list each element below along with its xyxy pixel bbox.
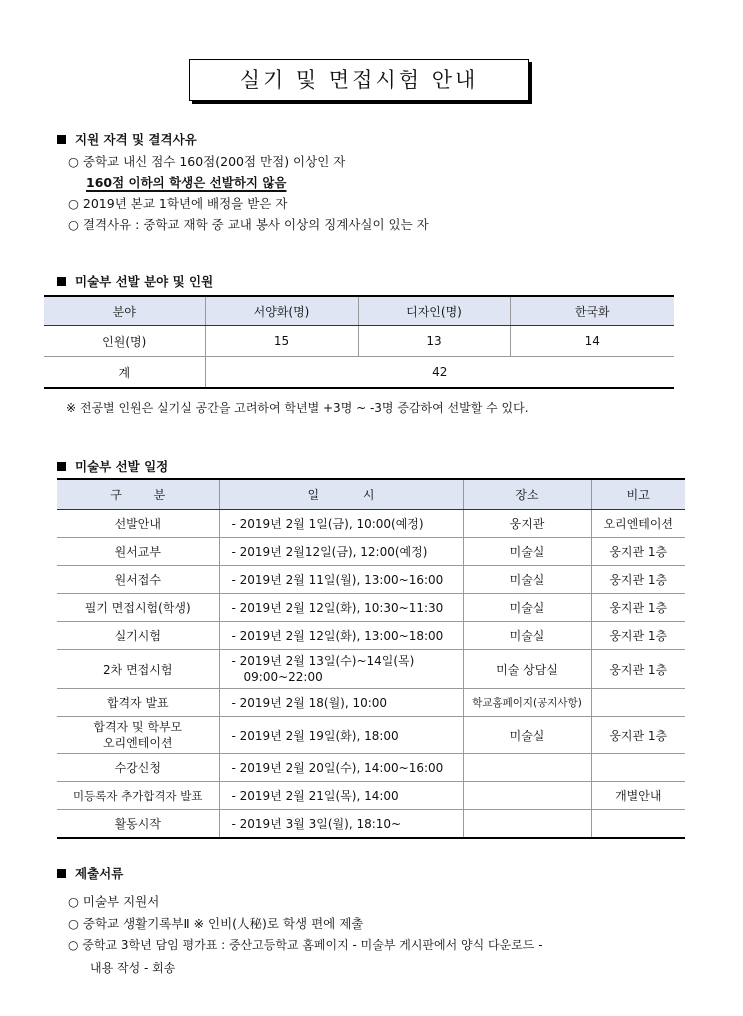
schedule-note: 개별안내	[591, 782, 685, 810]
section-heading-documents	[57, 864, 123, 882]
square-bullet-icon	[57, 277, 66, 286]
schedule-row	[57, 594, 685, 622]
schedule-note	[591, 754, 685, 782]
quota-header: 분야	[44, 296, 205, 326]
document-item: ○ 중학교 생활기록부Ⅱ ※ 인비(人秘)로 학생 편에 제출	[68, 916, 364, 931]
document-item-continued: 내용 작성 - 회송	[90, 961, 176, 975]
schedule-datetime: - 2019년 2월 20일(수), 14:00~16:00	[219, 754, 463, 782]
schedule-place: 미술실	[463, 594, 591, 622]
square-bullet-icon	[57, 462, 66, 471]
schedule-datetime: - 2019년 2월 12일(화), 13:00~18:00	[219, 622, 463, 650]
schedule-note: 웅지관 1층	[591, 594, 685, 622]
schedule-datetime: - 2019년 2월 21일(목), 14:00	[219, 782, 463, 810]
schedule-row	[57, 689, 685, 717]
quota-header: 디자인(명)	[358, 296, 510, 326]
schedule-datetime: - 2019년 2월 19일(화), 18:00	[219, 717, 463, 754]
quota-header: 한국화	[510, 296, 674, 326]
schedule-datetime-line2: 09:00~22:00	[243, 670, 323, 684]
schedule-header: 구 분	[57, 479, 219, 510]
section-heading-schedule	[57, 457, 168, 475]
quota-header-row	[44, 296, 674, 326]
schedule-datetime: - 2019년 2월 18(월), 10:00	[219, 689, 463, 717]
quota-value: 15	[205, 326, 358, 357]
schedule-note: 웅지관 1층	[591, 566, 685, 594]
schedule-place: 미술 상담실	[463, 650, 591, 689]
schedule-place: 웅지관	[463, 510, 591, 538]
quota-row	[44, 326, 674, 357]
section-heading-text: 미술부 선발 분야 및 인원	[75, 274, 214, 289]
document-item: ○ 중학교 3학년 담임 평가표 : 중산고등학교 홈페이지 - 미술부 게시판에서 양식 다운로드 -	[68, 938, 543, 952]
schedule-note	[591, 689, 685, 717]
quota-value: 14	[510, 326, 674, 357]
document-item: ○ 미술부 지원서	[68, 894, 160, 909]
page-title: 실기 및 면접시험 안내	[189, 59, 529, 101]
schedule-item: 미등록자 추가합격자 발표	[57, 782, 219, 810]
quota-table	[44, 295, 674, 389]
schedule-place	[463, 782, 591, 810]
section-heading-quota	[57, 272, 213, 290]
quota-note: ※ 전공별 인원은 실기실 공간을 고려하여 학년별 +3명 ~ -3명 증감하여 선발할 수 있다.	[66, 401, 529, 415]
quota-total-value: 42	[205, 357, 674, 389]
schedule-place: 미술실	[463, 717, 591, 754]
schedule-place	[463, 810, 591, 839]
schedule-header: 비고	[591, 479, 685, 510]
schedule-place: 학교홈페이지(공지사항)	[463, 689, 591, 717]
schedule-row	[57, 650, 685, 689]
schedule-row	[57, 810, 685, 839]
quota-total-row	[44, 357, 674, 389]
section-heading-qualifications	[57, 130, 197, 148]
schedule-item: 실기시험	[57, 622, 219, 650]
schedule-row	[57, 566, 685, 594]
schedule-table	[57, 478, 685, 839]
schedule-datetime: - 2019년 2월12일(금), 12:00(예정)	[219, 538, 463, 566]
schedule-item: 원서교부	[57, 538, 219, 566]
schedule-header-row	[57, 479, 685, 510]
quota-row-label: 인원(명)	[44, 326, 205, 357]
schedule-datetime: - 2019년 3월 3일(월), 18:10~	[219, 810, 463, 839]
schedule-note: 웅지관 1층	[591, 650, 685, 689]
schedule-note: 오리엔테이션	[591, 510, 685, 538]
schedule-place	[463, 754, 591, 782]
schedule-row	[57, 717, 685, 754]
schedule-item: 선발안내	[57, 510, 219, 538]
section-heading-text: 미술부 선발 일정	[75, 459, 169, 474]
schedule-note	[591, 810, 685, 839]
square-bullet-icon	[57, 135, 66, 144]
qualification-item: ○ 2019년 본교 1학년에 배정을 받은 자	[68, 196, 288, 211]
qualification-item: ○ 결격사유 : 중학교 재학 중 교내 봉사 이상의 징계사실이 있는 자	[68, 217, 429, 232]
schedule-item: 원서접수	[57, 566, 219, 594]
schedule-item-line2: 오리엔테이션	[102, 736, 173, 750]
schedule-row	[57, 538, 685, 566]
schedule-place: 미술실	[463, 622, 591, 650]
schedule-note: 웅지관 1층	[591, 717, 685, 754]
schedule-item: 2차 면접시험	[57, 650, 219, 689]
schedule-datetime: - 2019년 2월 11일(월), 13:00~16:00	[219, 566, 463, 594]
quota-value: 13	[358, 326, 510, 357]
schedule-note: 웅지관 1층	[591, 538, 685, 566]
schedule-row	[57, 510, 685, 538]
schedule-place: 미술실	[463, 538, 591, 566]
schedule-item: 수강신청	[57, 754, 219, 782]
section-heading-text: 제출서류	[75, 866, 124, 881]
schedule-item-line1: 합격자 및 학부모	[93, 720, 183, 734]
schedule-item: 활동시작	[57, 810, 219, 839]
schedule-datetime-line1: - 2019년 2월 13일(수)~14일(목)	[231, 654, 415, 668]
square-bullet-icon	[57, 869, 66, 878]
section-heading-text: 지원 자격 및 결격사유	[75, 132, 197, 147]
schedule-row	[57, 754, 685, 782]
schedule-row	[57, 782, 685, 810]
schedule-place: 미술실	[463, 566, 591, 594]
schedule-header: 일 시	[219, 479, 463, 510]
schedule-item: 합격자 발표	[57, 689, 219, 717]
quota-header: 서양화(명)	[205, 296, 358, 326]
schedule-datetime: - 2019년 2월 1일(금), 10:00(예정)	[219, 510, 463, 538]
schedule-item	[57, 717, 219, 754]
schedule-row	[57, 622, 685, 650]
schedule-item: 필기 면접시험(학생)	[57, 594, 219, 622]
schedule-header: 장소	[463, 479, 591, 510]
quota-total-label: 계	[44, 357, 205, 389]
qualification-note: 160점 이하의 학생은 선발하지 않음	[86, 175, 287, 190]
qualification-item: ○ 중학교 내신 점수 160점(200점 만점) 이상인 자	[68, 154, 346, 169]
schedule-datetime: - 2019년 2월 12일(화), 10:30~11:30	[219, 594, 463, 622]
schedule-note: 웅지관 1층	[591, 622, 685, 650]
schedule-datetime	[219, 650, 463, 689]
